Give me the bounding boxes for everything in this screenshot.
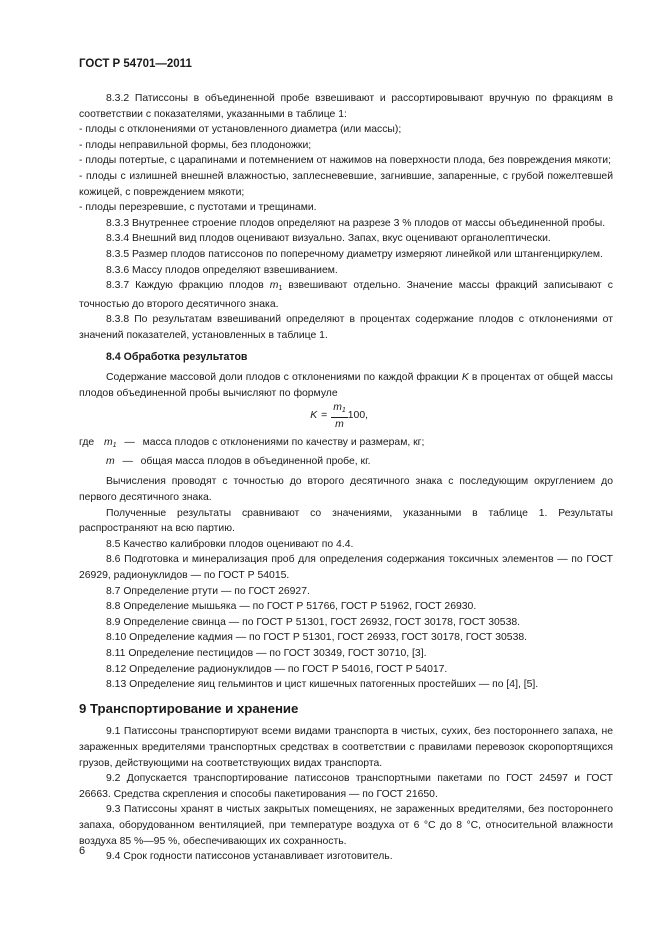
where-text: масса плодов с отклонениями по качеству и размерам, кг; bbox=[142, 437, 425, 449]
where-symbol bbox=[104, 435, 117, 454]
formula bbox=[79, 401, 613, 435]
paragraph-9-1: 9.1 Патиссоны транспортируют всеми видами транспорта в чистых, сухих, без постороннего запаха, не зараженных вредителями транспортных средствах в соответствии с правилами перевозок скоропортящихся грузов, действующими на соответствующих видах транспорта. bbox=[79, 726, 613, 769]
where-symbol-m: m bbox=[104, 437, 113, 449]
paragraph-8-3-7 bbox=[79, 278, 613, 312]
paragraph-8-4-start: Содержание массовой доли плодов с отклонениями по каждой фракции bbox=[106, 372, 462, 384]
paragraph-9-2: 9.2 Допускается транспортирование патиссонов транспортными пакетами по ГОСТ 24597 и ГОСТ 26663. Средства скрепления и способы пакетирования — по ГОСТ 21650. bbox=[79, 773, 613, 800]
where-symbol-sub: 1 bbox=[112, 442, 117, 450]
list-item: - плоды с излишней внешней влажностью, заплесневевшие, загнившие, запаренные, с грубой пожелтевшей кожицей, с повреждением мякоти; bbox=[79, 170, 613, 198]
formula-denominator: m bbox=[335, 419, 344, 431]
numerator-symbol: m bbox=[333, 402, 342, 414]
formula-lhs: K bbox=[310, 410, 318, 422]
paragraph-8-12: 8.12 Определение радионуклидов — по ГОСТ Р 54016, ГОСТ Р 54017. bbox=[106, 663, 448, 675]
formula-equals: = bbox=[321, 410, 328, 422]
paragraph-9-4: 9.4 Срок годности патиссонов устанавливает изготовитель. bbox=[106, 851, 393, 863]
where-row bbox=[79, 435, 613, 454]
chapter-heading-9: 9 Транспортирование и хранение bbox=[79, 700, 299, 716]
page-number: 6 bbox=[79, 845, 86, 857]
list-item: - плоды с отклонениями от установленного диаметра (или массы); bbox=[79, 124, 402, 136]
where-symbol bbox=[106, 454, 115, 470]
numerator-subscript: 1 bbox=[341, 407, 346, 415]
paragraph-8-5: 8.5 Качество калибровки плодов оценивают по 4.4. bbox=[106, 538, 354, 550]
formula-numerator bbox=[331, 401, 348, 418]
paragraph-8-4-end: в процентах от общей массы плодов объединенной пробы вычисляют по формуле bbox=[79, 372, 613, 399]
paragraph-8-3-4: 8.3.4 Внешний вид плодов оценивают визуально. Запах, вкус оценивают органолептически. bbox=[106, 233, 551, 245]
paragraph-9-3: 9.3 Патиссоны хранят в чистых закрытых помещениях, не зараженных вредителями, без постороннего запаха, оборудованном вентиляцией, при температуре воздуха от 6 °С до 8 °С, относительной влажности воздуха 85 %—95 %, обеспечивающих их сохранность. bbox=[79, 804, 613, 847]
list-item: - плоды неправильной формы, без плодоножки; bbox=[79, 139, 312, 151]
paragraph-8-3-3: 8.3.3 Внутреннее строение плодов определяют на разрезе 3 % плодов от массы объединенной пробы. bbox=[106, 217, 606, 229]
paragraph-8-3-7-end: взвешивают отдельно. Значение массы фракций записывают с точностью до второго десятичного знака. bbox=[79, 280, 613, 310]
paragraph-8-3-5: 8.3.5 Размер плодов патиссонов по поперечному диаметру измеряют линейкой или штангенциркулем. bbox=[106, 248, 603, 260]
paragraph-8-10: 8.10 Определение кадмия — по ГОСТ Р 51301, ГОСТ 26933, ГОСТ 30178, ГОСТ 30538. bbox=[106, 632, 528, 644]
where-row bbox=[79, 454, 613, 470]
subscript-1: 1 bbox=[278, 285, 283, 293]
where-dash: — bbox=[124, 437, 135, 449]
paragraph-8-8: 8.8 Определение мышьяка — по ГОСТ Р 51766, ГОСТ Р 51962, ГОСТ 26930. bbox=[106, 601, 477, 613]
paragraph-calculation: Вычисления проводят с точностью до второго десятичного знака с последующим округлением до первого десятичного знака. bbox=[79, 476, 613, 504]
paragraph-8-9: 8.9 Определение свинца — по ГОСТ Р 51301, ГОСТ 26932, ГОСТ 30178, ГОСТ 30538. bbox=[106, 616, 521, 628]
document-header: ГОСТ Р 54701—2011 bbox=[79, 58, 192, 70]
formula-tail: 100, bbox=[347, 410, 368, 422]
paragraph-8-13: 8.13 Определение яиц гельминтов и цист кишечных патогенных простейших — по [4], [5]. bbox=[106, 679, 539, 691]
list-item: - плоды перезревшие, с пустотами и трещинами. bbox=[79, 202, 317, 214]
paragraph-8-7: 8.7 Определение ртути — по ГОСТ 26927. bbox=[106, 585, 310, 597]
paragraph-8-11: 8.11 Определение пестицидов — по ГОСТ 30349, ГОСТ 30710, [3]. bbox=[106, 648, 427, 659]
list-item: - плоды потертые, с царапинами и потемнением от нажимов на поверхности плода, без повреждения мякоти; bbox=[79, 155, 611, 167]
paragraph-results: Полученные результаты сравнивают со значениями, указанными в таблице 1. Результаты распространяют на всю партию. bbox=[79, 507, 613, 535]
symbol-m: m bbox=[269, 280, 279, 292]
section-heading-8-4: 8.4 Обработка результатов bbox=[106, 350, 248, 363]
symbol-k: K bbox=[461, 372, 469, 384]
where-text: общая масса плодов в объединенной пробе, кг. bbox=[140, 455, 371, 467]
where-symbol-m: m bbox=[106, 455, 115, 467]
where-spacer bbox=[79, 454, 106, 470]
paragraph-8-6: 8.6 Подготовка и минерализация проб для определения содержания токсичных элементов — по ГОСТ 26929, радионуклидов — по ГОСТ Р 54015. bbox=[79, 554, 613, 582]
paragraph-8-4 bbox=[79, 370, 613, 401]
formula-fraction bbox=[331, 401, 348, 431]
paragraph-8-3-2: 8.3.2 Патиссоны в объединенной пробе взвешивают и рассортировывают вручную по фракциям в соответствии с показателями, указанными в таблице 1: bbox=[79, 93, 613, 120]
where-label: где bbox=[79, 437, 95, 449]
where-dash: — bbox=[122, 455, 133, 467]
paragraph-8-3-7-start: 8.3.7 Каждую фракцию плодов bbox=[106, 280, 270, 292]
paragraph-8-3-6: 8.3.6 Массу плодов определяют взвешиванием. bbox=[106, 264, 338, 276]
document-body bbox=[79, 91, 613, 865]
paragraph-8-3-8: 8.3.8 По результатам взвешиваний определяют в процентах содержание плодов с отклонениями от значений показателей, установленных в таблице 1. bbox=[79, 314, 613, 341]
